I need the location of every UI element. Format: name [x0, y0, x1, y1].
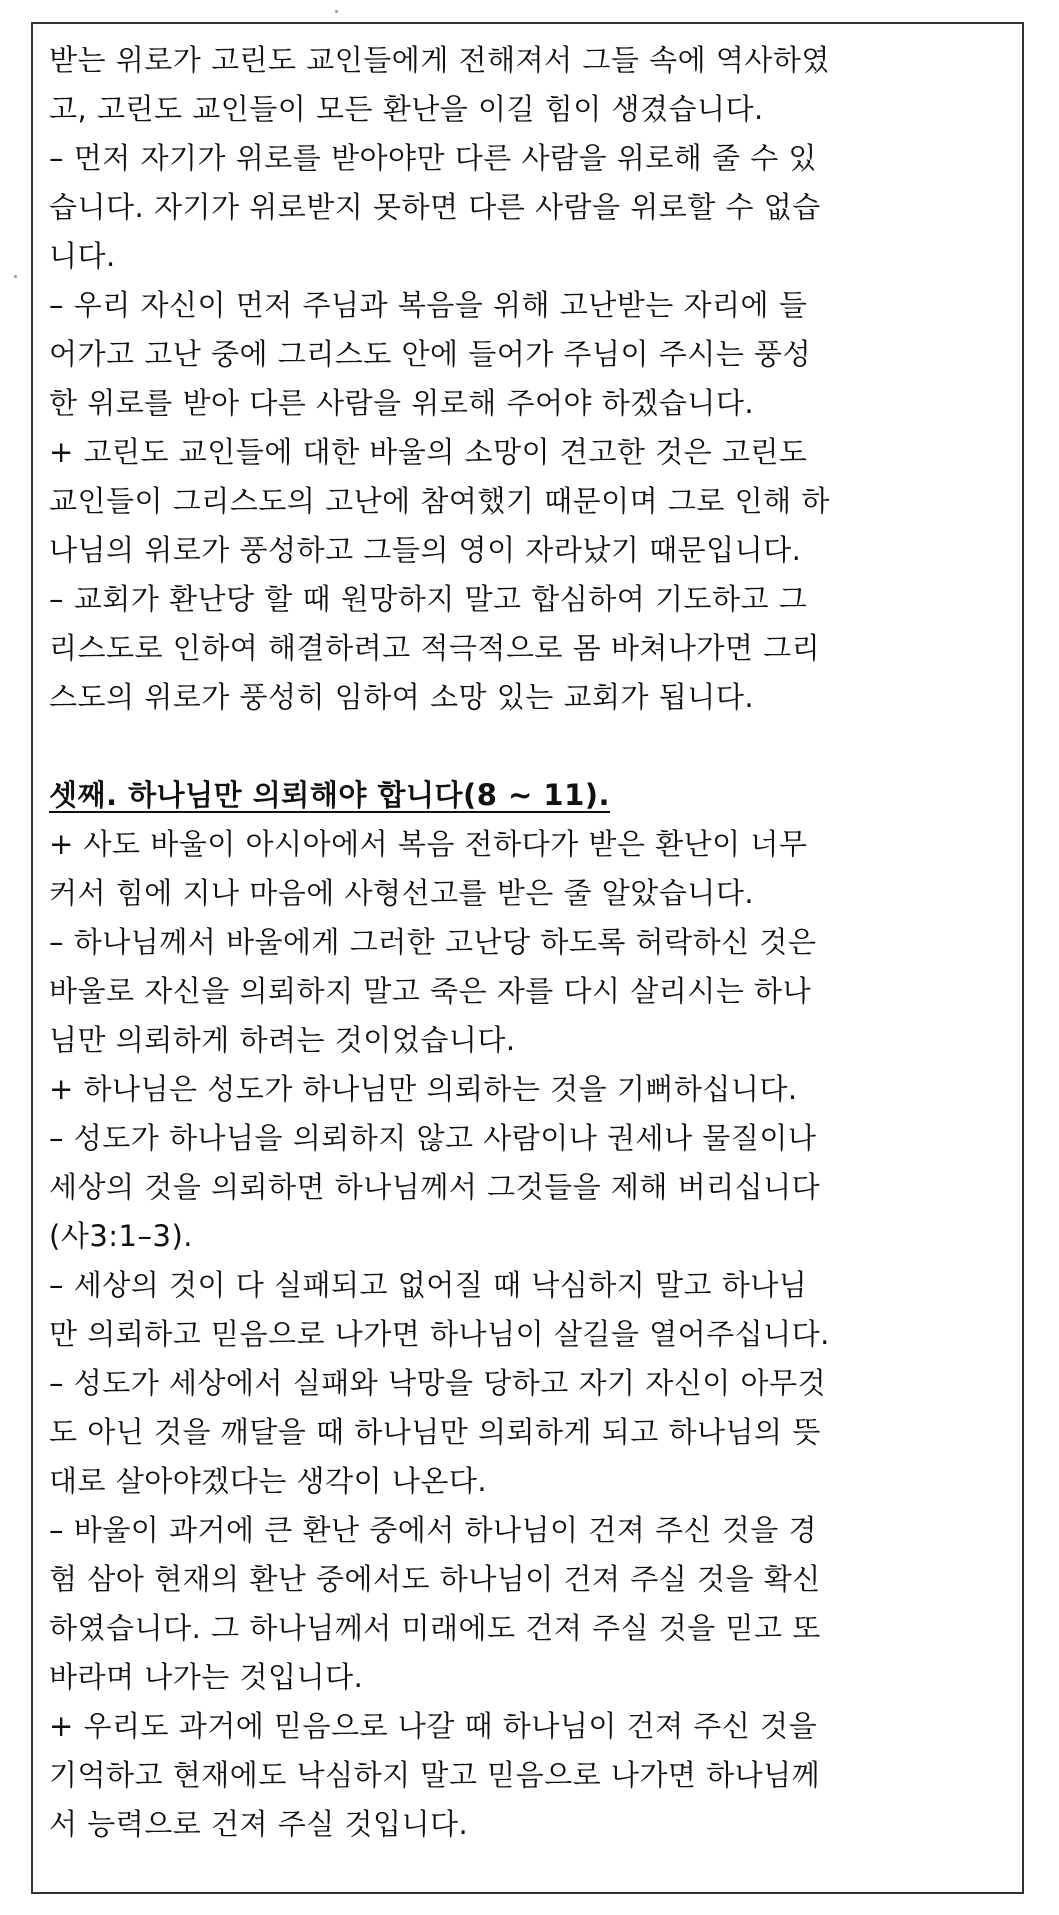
text-line: – 하나님께서 바울에게 그러한 고난당 하도록 허락하신 것은: [49, 925, 817, 959]
document-body: [49, 36, 1006, 1849]
text-line: 만 의뢰하고 믿음으로 나가면 하나님이 살길을 열어주십니다.: [49, 1317, 830, 1351]
text-line: – 먼저 자기가 위로를 받아야만 다른 사람을 위로해 줄 수 있: [49, 141, 818, 175]
text-line: 리스도로 인하여 해결하려고 적극적으로 몸 바쳐나가면 그리: [49, 631, 821, 665]
text-line: 세상의 것을 의뢰하면 하나님께서 그것들을 제해 버리십니다: [49, 1170, 821, 1204]
text-line: 서 능력으로 건져 주실 것입니다.: [49, 1807, 469, 1841]
text-line: + 사도 바울이 아시아에서 복음 전하다가 받은 환난이 너무: [49, 827, 808, 861]
document-frame: [31, 22, 1024, 1894]
text-line: – 바울이 과거에 큰 환난 중에서 하나님이 건져 주신 것을 경: [49, 1513, 818, 1547]
text-line: 스도의 위로가 풍성히 임하여 소망 있는 교회가 됩니다.: [49, 680, 755, 714]
text-line: – 성도가 하나님을 의뢰하지 않고 사람이나 권세나 물질이나: [49, 1121, 817, 1155]
scan-speck: [335, 10, 338, 13]
paragraph-gap: [49, 722, 1006, 771]
text-line: + 고린도 교인들에 대한 바울의 소망이 견고한 것은 고린도: [49, 435, 808, 469]
text-line: 하였습니다. 그 하나님께서 미래에도 건져 주실 것을 믿고 또: [49, 1611, 821, 1645]
section-heading: 셋째. 하나님만 의뢰해야 합니다(8 ~ 11).: [49, 778, 611, 812]
text-line: 대로 살아야겠다는 생각이 나온다.: [49, 1464, 488, 1498]
text-line: 받는 위로가 고린도 교인들에게 전해져서 그들 속에 역사하였: [49, 43, 830, 77]
text-line: 기억하고 현재에도 낙심하지 말고 믿음으로 나가면 하나님께: [49, 1758, 821, 1792]
text-line: 험 삼아 현재의 환난 중에서도 하나님이 건져 주실 것을 확신: [49, 1562, 821, 1596]
text-line: 한 위로를 받아 다른 사람을 위로해 주어야 하겠습니다.: [49, 386, 755, 420]
text-line: 님만 의뢰하게 하려는 것이었습니다.: [49, 1023, 516, 1057]
text-line: – 성도가 세상에서 실패와 낙망을 당하고 자기 자신이 아무것: [49, 1366, 827, 1400]
text-line: + 하나님은 성도가 하나님만 의뢰하는 것을 기뻐하십니다.: [49, 1072, 798, 1106]
text-line: 나님의 위로가 풍성하고 그들의 영이 자라났기 때문입니다.: [49, 533, 802, 567]
text-line: 바울로 자신을 의뢰하지 말고 죽은 자를 다시 살리시는 하나: [49, 974, 812, 1008]
text-line: – 우리 자신이 먼저 주님과 복음을 위해 고난받는 자리에 들: [49, 288, 808, 322]
text-line: 교인들이 그리스도의 고난에 참여했기 때문이며 그로 인해 하: [49, 484, 830, 518]
text-line: – 세상의 것이 다 실패되고 없어질 때 낙심하지 말고 하나님: [49, 1268, 808, 1302]
text-line: – 교회가 환난당 할 때 원망하지 말고 합심하여 기도하고 그: [49, 582, 808, 616]
scan-speck: [14, 275, 17, 278]
text-line: + 우리도 과거에 믿음으로 나갈 때 하나님이 건져 주신 것을: [49, 1709, 818, 1743]
text-line: (사3:1–3).: [49, 1219, 193, 1253]
text-line: 바라며 나가는 것입니다.: [49, 1660, 364, 1694]
text-line: 니다.: [49, 239, 116, 273]
text-line: 커서 힘에 지나 마음에 사형선고를 받은 줄 알았습니다.: [49, 876, 755, 910]
text-line: 어가고 고난 중에 그리스도 안에 들어가 주님이 주시는 풍성: [49, 337, 812, 371]
text-line: 도 아닌 것을 깨달을 때 하나님만 의뢰하게 되고 하나님의 뜻: [49, 1415, 821, 1449]
text-line: 습니다. 자기가 위로받지 못하면 다른 사람을 위로할 수 없습: [49, 190, 821, 224]
text-line: 고, 고린도 교인들이 모든 환난을 이길 힘이 생겼습니다.: [49, 92, 764, 126]
